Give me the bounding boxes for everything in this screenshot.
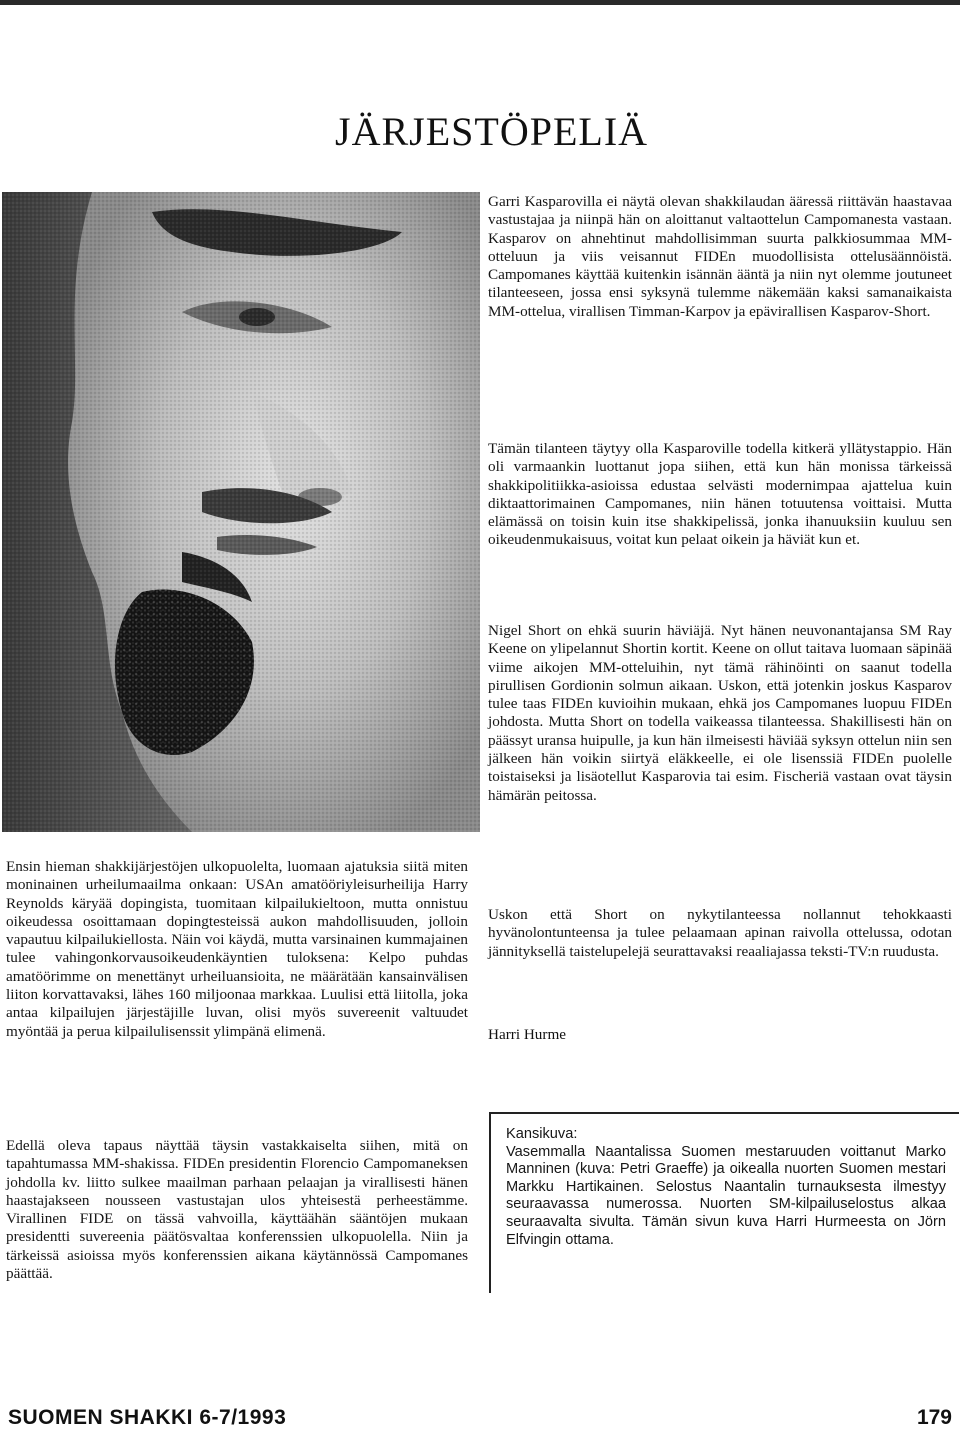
right-paragraph-3: Nigel Short on ehkä suurin häviäjä. Nyt hänen neuvonantajansa SM Ray Keene on ylipelannut Shortin kortit. Keene on ollut taitava luomaan säpinää viime aikojen MM-otteluihin, nyt tämä rähinöinti on saanut todella pirullisen Gordionin solmun aikaan. Uskon, että jotenkin joskus Kasparov tulee taas FIDEn kuvioihin mukaan, ehkä jos Campomanes luopuu FIDEn johdosta. Mutta Short on todella vaikeassa tilanteessa. Shakillisesti hän on päässyt uransa huipulle, ja kun hän ilmeisesti häviää syksyn ottelun niin sen jälkeen hän voikin siirtyä eläkkeelle, ei ole lisenssiä FIDEn puolelle toistaiseksi ja lisäotellut Kasparovia tai esim. Fischeriä vastaan ovat täysin hämärän peitossa. [488, 622, 952, 804]
top-rule [0, 0, 960, 5]
portrait-photo [2, 192, 480, 832]
cover-caption [506, 1126, 946, 1249]
left-paragraph-2: Edellä oleva tapaus näyttää täysin vastakkaiselta siihen, mitä on tapahtumassa MM-shakissa. FIDEn presidentin Florencio Campomaneksen johdolla kv. liitto sulkee maailman parhaan pelaajan ja virallisesti hänen haastajakseen nousseen vastustajan ulos yhteisestä perheestämme. Virallinen FIDE on tässä vahvoilla, käyttäähän sääntöjen mukaan presidentti suvereenia päätösvaltaa konferenssien ulkopuolella. Niin ja tärkeissä asioissa myös konferenssien aikana käytännössä Campomanes päättää. [6, 1137, 468, 1283]
cover-caption-label: Kansikuva: [506, 1126, 578, 1142]
author-signature: Harri Hurme [488, 1026, 567, 1043]
right-paragraph-4: Uskon että Short on nykytilanteessa nollannut tehokkaasti hyvänolontunteensa ja tulee pelaamaan apinan raivolla ottelussa, odotan jännityksellä taistelupelejä seurattavaksi reaaliajassa teksti-TV:n ruudusta. [488, 906, 952, 960]
cover-caption-text: Vasemmalla Naantalissa Suomen mestaruuden voittanut Marko Manninen (kuva: Petri Graeffe) ja oikealla nuorten Suomen mestari Markku Hartikainen. Selostus Naantalin turnauksesta ilmestyy seuraavassa numerossa. Nuorten SM-kilpailuselostus alkaa seuraavalta sivulta. Tämän sivun kuva Harri Hurmeesta on Jörn Elfvingin ottama. [506, 1143, 946, 1248]
footer-magazine-issue: SUOMEN SHAKKI 6-7/1993 [8, 1406, 287, 1429]
page-title: JÄRJESTÖPELIÄ [335, 109, 649, 154]
right-paragraph-1: Garri Kasparovilla ei näytä olevan shakkilaudan ääressä riittävän haastavaa vastustajaa ja niinpä hän on aloittanut valtaottelun Campomanesta vastaan. Kasparov on ahnehtinut mahdollisimman suurta palkkiosummaa MM-otteluun ja viis veisannut FIDEn muodollisista ottelusäännöistä. Campomanes käyttää kuitenkin isännän ääntä ja niin nyt olemme joutuneet tilanteeseen, jossa ensi syksynä tulemme näkemään kaksi samanaikaista MM-ottelua, virallisen Timman-Karpov ja epävirallisen Kasparov-Short. [488, 193, 952, 320]
left-paragraph-1: Ensin hieman shakkijärjestöjen ulkopuolelta, luomaan ajatuksia siitä miten moninainen urheilumaailma onkaan: USAn amatööriyleisurheilija Harry Reynolds käryää dopingista, tuomitaan kilpailukieltoon, mutta onnistuu oikeudessa osoittamaan dopingtesteissä aukon mahdollisuuden, jolloin vapautuu kilpailukiellosta. Näin voi käydä, mutta varsinainen kummajainen tulee vahingonkorvausoikeudenkäyntien tuloksena: Kelpo puhdas amatöörimme on menettänyt urheiluansioita, ne määrätään kansainvälisen liiton korvattavaksi, lähes 160 miljoonaa markkaa. Luulisi että liitolla, joka antaa kilpailujen järjestäjille luvan, olisi myös suvereenit valtuudet myöntää ja perua kilpailulisenssit ylimpänä elimenä. [6, 858, 468, 1040]
right-paragraph-2: Tämän tilanteen täytyy olla Kasparoville todella kitkerä yllätystappio. Hän oli varmaankin luottanut jopa siihen, että kun hän monissa tärkeissä shakkipolitiikka-asioissa edustaa selvästi modernimpaa ajattelua kuin diktaattorimainen Campomanes, niin hänen totuutensa voittaisi. Mutta elämässä on toisin kuin itse shakkipelissä, jonka ihanuuksiin kuuluu sen oikeudenmukaisuus, voitat kun pelaat oikein ja häviät kun et. [488, 440, 952, 549]
footer-page-number: 179 [916, 1406, 952, 1429]
